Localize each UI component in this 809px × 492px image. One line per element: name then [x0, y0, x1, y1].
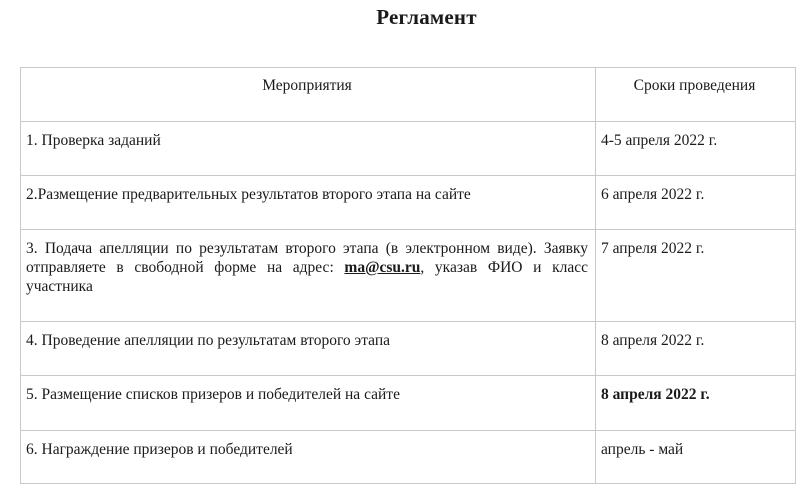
date-text: апрель - май: [601, 441, 684, 458]
date-text: 7 апреля 2022 г.: [601, 240, 705, 257]
header-dates: [596, 68, 796, 122]
date-cell: [596, 376, 796, 431]
event-cell: [21, 376, 596, 431]
date-cell: [596, 230, 796, 322]
date-text: 8 апреля 2022 г.: [601, 332, 705, 349]
date-text: 8 апреля 2022 г.: [601, 386, 710, 403]
event-cell: [21, 431, 596, 484]
header-dates-label: Сроки проведения: [633, 77, 756, 94]
event-text: 2.Размещение предварительных результатов второго этапа на сайте: [26, 186, 471, 203]
event-cell: [21, 122, 596, 176]
header-events-label: Мероприятия: [262, 77, 352, 94]
event-cell: [21, 176, 596, 230]
table-row: [21, 376, 796, 431]
table-row: [21, 176, 796, 230]
date-cell: [596, 176, 796, 230]
table-row: [21, 322, 796, 376]
page-title: Регламент: [376, 5, 477, 29]
appeal-text: 3. Подача апелляции по результатам второго этапа (в электронном виде). Заявку отправляете в свободной форме на адрес:: [26, 240, 588, 276]
event-text: 6. Награждение призеров и победителей: [26, 441, 293, 458]
event-cell: [21, 322, 596, 376]
table-row: [21, 122, 796, 176]
date-cell: [596, 322, 796, 376]
event-text: 5. Размещение списков призеров и победителей на сайте: [26, 386, 400, 403]
date-cell: [596, 122, 796, 176]
event-cell: [21, 230, 596, 322]
event-text: 4. Проведение апелляции по результатам второго этапа: [26, 332, 391, 349]
email-link[interactable]: ma@csu.ru: [344, 259, 421, 276]
table-header-row: [21, 68, 796, 122]
date-cell: [596, 431, 796, 484]
date-text: 6 апреля 2022 г.: [601, 186, 705, 203]
table-row: [21, 230, 796, 322]
table-row: [21, 431, 796, 484]
header-events: [21, 68, 596, 122]
date-text: 4-5 апреля 2022 г.: [601, 132, 718, 149]
event-text: [21, 230, 595, 296]
event-text: 1. Проверка заданий: [26, 132, 161, 149]
schedule-table: [20, 67, 796, 484]
appeal-text-end: , указав ФИО и класс участника: [26, 259, 588, 295]
